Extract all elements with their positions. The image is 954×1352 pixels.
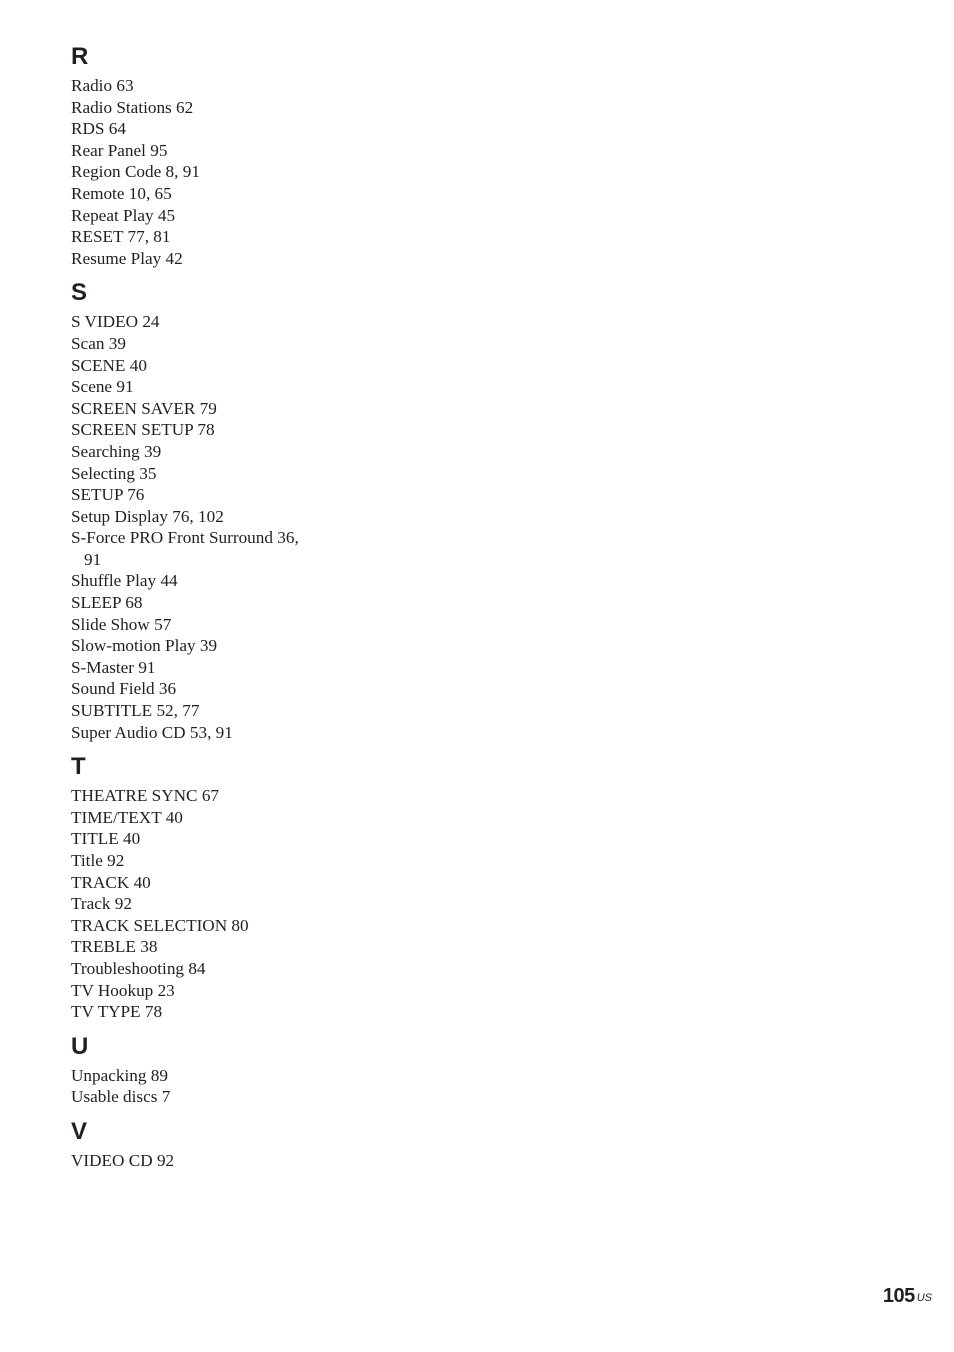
entry-pages: 76, 102 [172,506,224,526]
entry-pages: 44 [160,571,178,591]
page-number-suffix: US [916,1292,932,1304]
entry-term: TV TYPE [71,1002,141,1022]
index-section-t [71,752,391,1023]
index-entry [71,893,391,915]
index-entry [71,161,391,183]
entry-term: THEATRE SYNC [71,786,198,806]
index-entry [71,850,391,872]
index-section-v [71,1117,391,1172]
index-entry [71,355,391,377]
entry-pages: 62 [176,97,194,117]
entry-term: TIME/TEXT [71,807,162,827]
index-entry [71,722,391,744]
entry-pages: 8, 91 [165,162,200,182]
entry-pages: 80 [231,915,249,935]
index-entry [71,828,391,850]
entry-pages: 64 [108,119,126,139]
entry-term: Track [71,894,111,914]
entry-list [71,1150,391,1172]
index-entry [71,570,391,592]
entry-term: Selecting [71,463,135,483]
entry-pages: 39 [144,441,162,461]
entry-pages: 10, 65 [128,183,172,203]
index-entry [71,1001,391,1023]
entry-pages: 91 [116,377,134,397]
index-entry [71,311,391,333]
entry-pages: 63 [116,76,134,95]
entry-term: TV Hookup [71,980,154,1000]
index-entry [71,333,391,355]
entry-term: Setup Display [71,506,168,526]
section-letter: V [71,1117,88,1145]
index-entry [71,248,391,270]
entry-term: VIDEO CD [71,1150,153,1170]
entry-term: Troubleshooting [71,958,185,978]
entry-term: SLEEP [71,593,121,613]
entry-pages: 78 [197,420,215,440]
index-entry [71,700,391,722]
entry-pages: 52, 77 [156,701,200,721]
entry-pages: 57 [154,614,172,634]
index-entry [71,1150,391,1172]
index-entry [71,75,391,97]
index-entry [71,376,391,398]
entry-term: SCENE [71,355,126,375]
index-entry [71,183,391,205]
entry-term: RDS [71,119,105,139]
index-section-u [71,1032,391,1108]
entry-pages: 38 [140,937,158,957]
entry-term: SCREEN SAVER [71,398,196,418]
entry-pages: 79 [199,398,217,418]
entry-pages: 84 [188,958,206,978]
entry-term: Resume Play [71,248,162,268]
entry-pages: 36, 91 [84,528,299,569]
section-letter: S [71,279,88,307]
index-entry [71,1086,391,1108]
entry-term: TRACK SELECTION [71,915,228,935]
entry-term: Shuffle Play [71,571,157,591]
entry-term: Scan [71,333,105,353]
index-entry [71,980,391,1002]
index-entry [71,441,391,463]
index-entry [71,872,391,894]
entry-term: SCREEN SETUP [71,420,194,440]
entry-term: Scene [71,377,113,397]
entry-pages: 68 [125,593,143,613]
index-entry [71,205,391,227]
index-entry [71,958,391,980]
entry-pages: 92 [107,851,125,870]
entry-pages: 40 [133,872,151,892]
entry-pages: 39 [108,333,126,353]
section-letter: T [71,753,86,781]
entry-term: S-Master [71,657,135,677]
index-entry [71,484,391,506]
index-entry [71,419,391,441]
entry-pages: 78 [144,1002,163,1022]
index-entry [71,398,391,420]
index-entry [71,785,391,807]
index-entry [71,678,391,700]
entry-pages: 36 [158,679,177,699]
entry-pages: 23 [157,980,175,1000]
entry-term: Radio [71,76,113,95]
entry-term: Radio Stations [71,97,172,117]
index-section-s [71,278,391,743]
index-entry [71,657,391,679]
index-entry [71,1065,391,1087]
entry-pages: 92 [156,1150,175,1170]
entry-pages: 39 [199,636,218,656]
entry-pages: 35 [139,463,157,483]
index-section-r [71,42,391,269]
index-entry [71,506,391,528]
index-entry [71,527,316,570]
entry-term: Sound Field [71,679,155,699]
entry-pages: 67 [201,786,220,806]
entry-list [71,311,391,743]
entry-pages: 45 [157,205,176,225]
entry-term: Unpacking [71,1065,147,1085]
index-entry [71,635,391,657]
index-entry [71,226,391,248]
entry-pages: 40 [129,355,147,375]
entry-list [71,1065,391,1108]
entry-term: Super Audio CD [71,722,186,742]
entry-pages: 92 [114,894,132,914]
index-entry [71,936,391,958]
section-letter: R [71,43,89,70]
entry-term: Title [71,851,103,870]
index-entry [71,614,391,636]
entry-term: S VIDEO [71,312,139,332]
entry-term: Slow-motion Play [71,636,196,656]
entry-pages: 76 [127,485,145,505]
entry-term: Slide Show [71,614,150,634]
index-entry [71,592,391,614]
entry-list [71,785,391,1023]
section-letter: U [71,1032,89,1060]
entry-list [71,75,391,269]
index-entry [71,463,391,485]
entry-term: RESET [71,227,124,247]
entry-pages: 42 [165,248,183,268]
entry-pages: 89 [150,1065,168,1085]
page-number [883,1283,932,1309]
entry-term: Repeat Play [71,205,154,225]
entry-term: TREBLE [71,937,136,957]
entry-term: Region Code [71,162,162,182]
entry-term: TRACK [71,872,130,892]
index-entry [71,118,391,140]
entry-term: SUBTITLE [71,701,153,721]
entry-term: Searching [71,441,140,461]
entry-pages: 24 [142,312,160,332]
entry-pages: 7 [161,1087,171,1107]
entry-pages: 95 [150,140,168,160]
entry-pages: 40 [165,807,183,827]
index-column [71,42,391,1172]
index-entry [71,807,391,829]
entry-pages: 77, 81 [127,227,171,247]
entry-pages: 91 [138,657,156,677]
index-entry [71,915,391,937]
entry-pages: 40 [123,829,141,849]
entry-term: Usable discs [71,1087,158,1107]
entry-term: Rear Panel [71,140,146,160]
index-entry [71,97,391,119]
entry-term: SETUP [71,485,123,505]
entry-term: S-Force PRO Front Surround [71,528,273,548]
entry-term: TITLE [71,829,119,849]
page-number-value: 105 [882,1285,915,1307]
index-entry [71,140,391,162]
entry-pages: 53, 91 [189,722,233,742]
entry-term: Remote [71,183,125,203]
